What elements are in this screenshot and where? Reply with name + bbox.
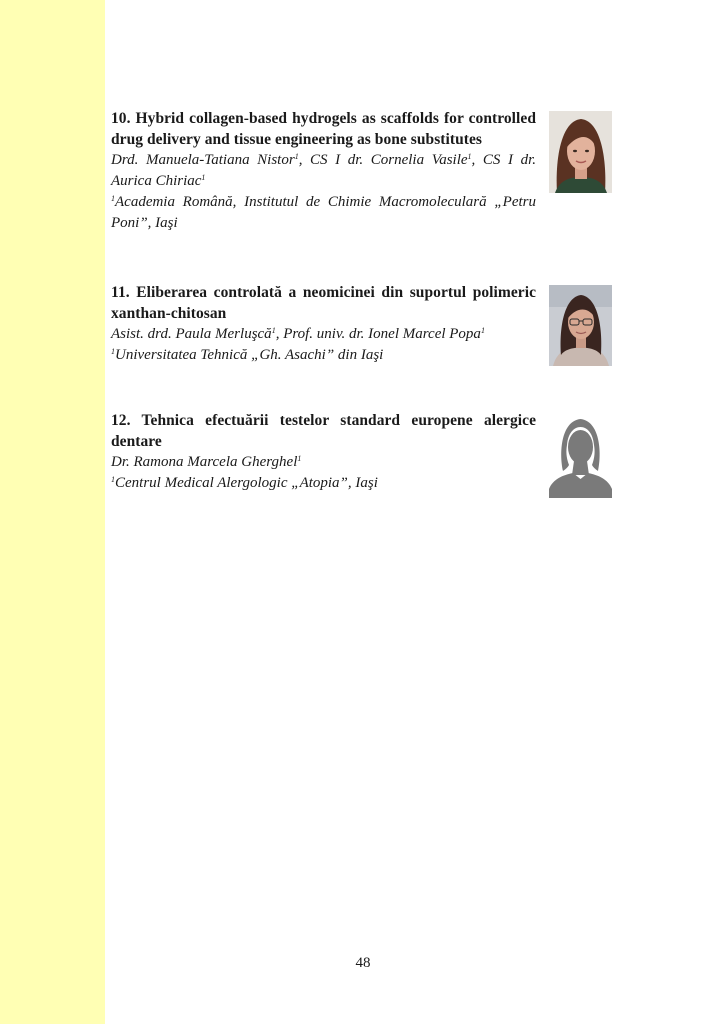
entry-affiliation [111,192,536,234]
affiliation-text: Universitatea Tehnică „Gh. Asachi” din Iaşi [115,347,384,363]
entry-authors: Drd. Manuela-Tatiana Nistor$^1$, CS I dr. Cornelia Vasile$^1$, CS I dr. Aurica Chiriac$^1$ [111,152,537,189]
affiliation-marker: 1 [111,347,115,356]
portrait-photo-woman-glasses [549,285,612,366]
affiliation-marker: 1 [111,194,115,203]
entry-title: 11. Eliberarea controlată a neomicinei din suportul polimeric xanthan-chitosan [111,284,536,322]
page-number: 48 [355,955,371,971]
entry-title: 12. Tehnica efectuării testelor standard europene alergice dentare [111,412,536,450]
author-name: Asist. drd. Paula Merluşcă [111,326,272,342]
author-name: Dr. Ramona Marcela Gherghel [111,454,298,470]
abstract-entry-12 [111,410,536,494]
author-affiliation-marker: 1 [271,326,276,335]
page-margin-band [0,0,105,1024]
author-name: CS I dr. Aurica Chiriac [111,152,537,189]
affiliation-marker: 1 [111,475,115,484]
person-silhouette-icon [549,413,612,498]
affiliation-text: Centrul Medical Alergologic „Atopia”, Iaşi [115,475,378,491]
author-name: Prof. univ. dr. Ionel Marcel Popa [283,326,481,342]
entry-authors: Asist. drd. Paula Merluşcă$^1$, Prof. univ. dr. Ionel Marcel Popa$^1$ [111,326,485,342]
affiliation-text: Academia Română, Institutul de Chimie Macromoleculară „Petru Poni”, Iaşi [111,194,536,231]
author-affiliation-marker: 1 [467,152,472,161]
abstract-entry-10 [111,108,536,234]
entry-affiliation [111,473,536,494]
portrait-photo-woman [549,111,612,193]
author-affiliation-marker: 1 [480,326,485,335]
entry-title: 10. Hybrid collagen-based hydrogels as scaffolds for controlled drug delivery and tissue engineering as bone substitutes [111,110,536,148]
author-affiliation-marker: 1 [201,173,206,182]
author-affiliation-marker: 1 [297,454,302,463]
entry-authors [111,452,536,473]
entry-affiliation [111,345,536,366]
author-affiliation-marker: 1 [294,152,299,161]
author-name: CS I dr. Cornelia Vasile [310,152,468,168]
author-name: Drd. Manuela-Tatiana Nistor [111,152,295,168]
abstract-entry-11 [111,282,536,366]
